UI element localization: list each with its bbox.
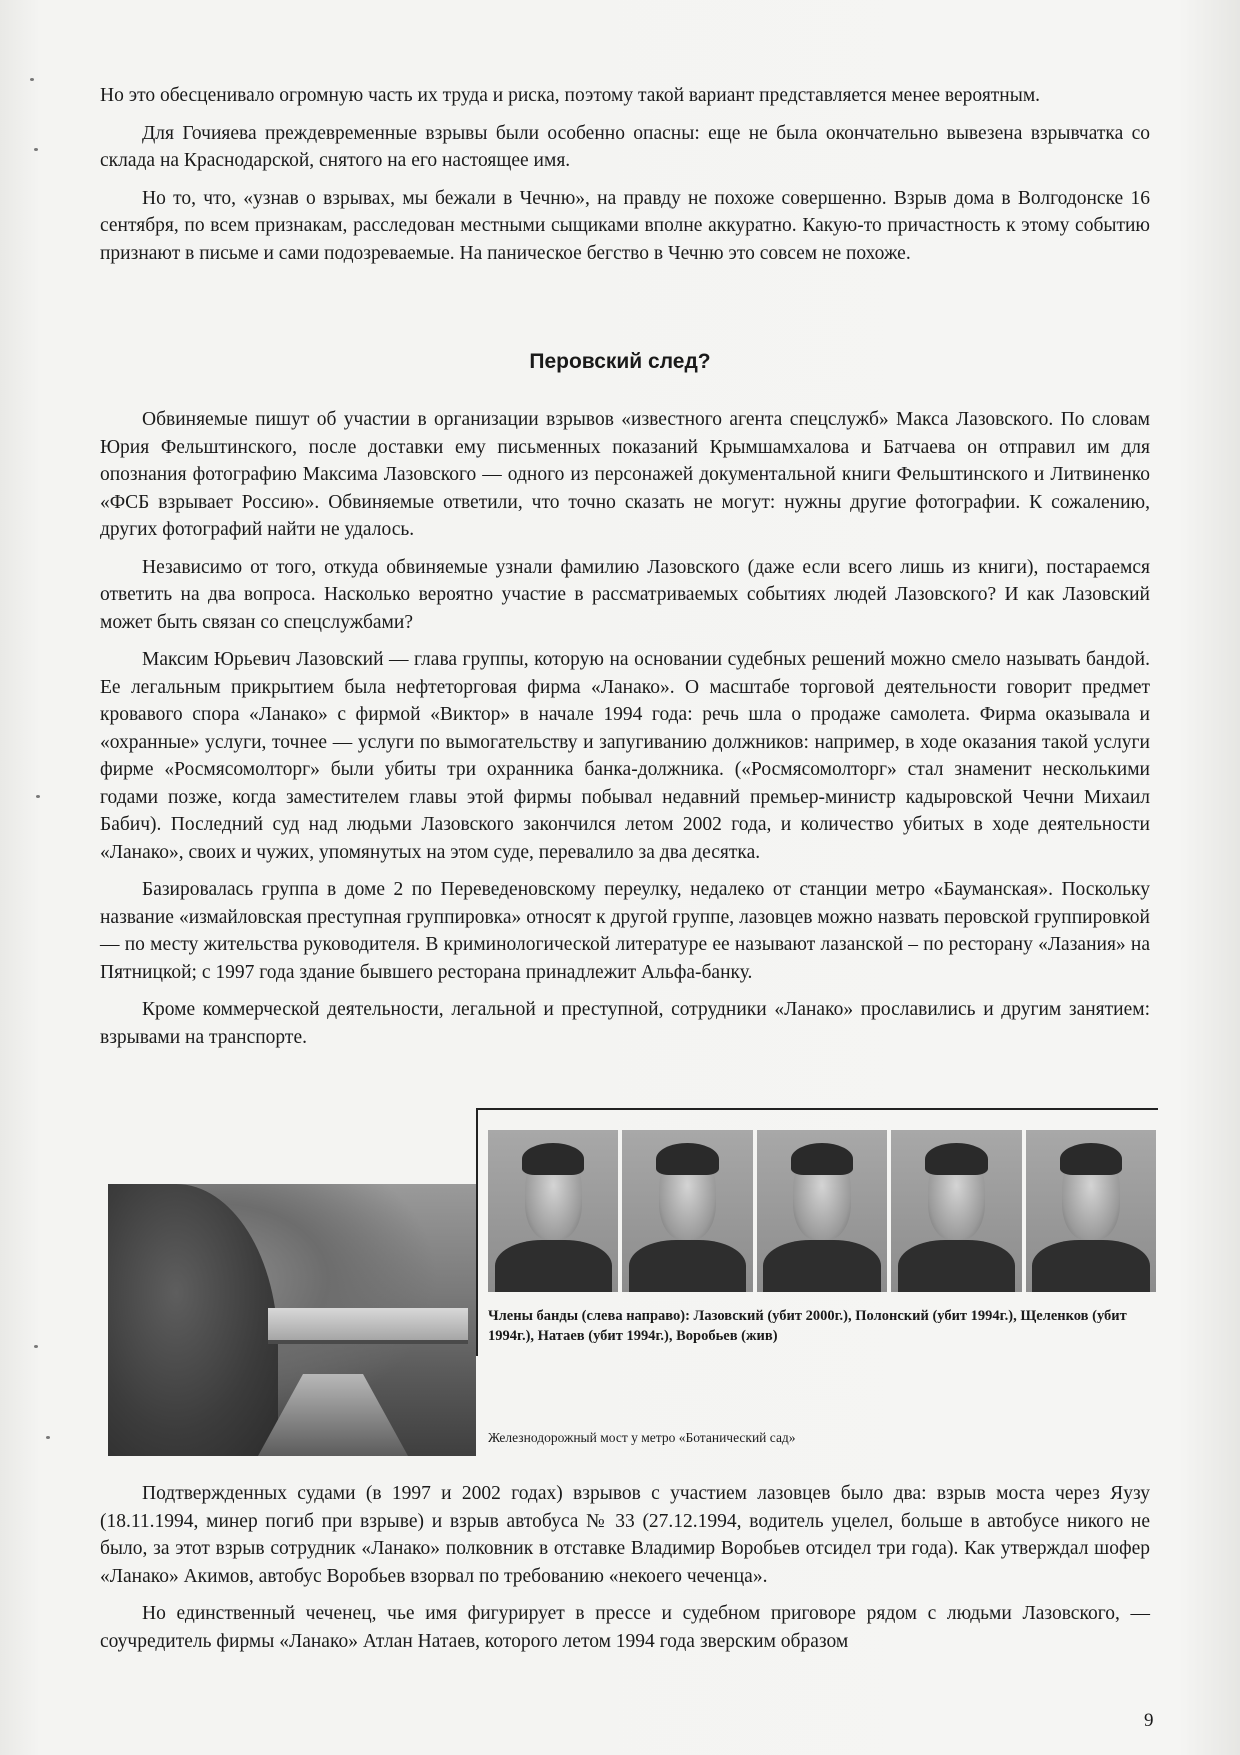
water-shape	[258, 1374, 408, 1456]
scan-speck	[46, 1436, 50, 1439]
paragraph: Для Гочияева преждевременные взрывы были особенно опасны: еще не была окончательно вывезена взрывчатка со склада на Краснодарской, снятого на его настоящее имя.	[100, 122, 1150, 171]
paragraph: Но то, что, «узнав о взрывах, мы бежали в Чечню», на правду не похоже совершенно. Взрыв дома в Волгодонске 16 сентября, по всем признакам, расследован местными сыщиками вполне аккуратно. Какую-то причастность к этому событию признают в письме и сами подозреваемые. На паническое бегство в Чечню это совсем не похоже.	[100, 187, 1150, 264]
bridge-shape	[268, 1308, 468, 1344]
scan-speck	[34, 1345, 38, 1348]
paragraph: Максим Юрьевич Лазовский — глава группы, которую на основании судебных решений можно смело называть бандой. Ее легальным прикрытием была нефтеторговая фирма «Ланако». О масштабе торговой деятельности говорит предмет кровавого спора «Ланако» с фирмой «Виктор» в начале 1994 года: речь шла о продаже самолета. Фирма оказывала и «охранные» услуги, точнее — услуги по вымогательству и запугиванию должников: например, в ходе оказания такой услуги фирме «Росмясомолторг» были убиты три охранника банка-должника. («Росмясомолторг» стал знаменит несколькими годами позже, когда заместителем главы этой фирмы побывал недавний премьер-министр кадыровской Чечни Михаил Бабич). Последний суд над людьми Лазовского закончился летом 2002 года, и количество убитых в ходе деятельности «Ланако», своих и чужих, упомянутых на этом суде, перевалило за два десятка.	[100, 649, 1150, 863]
bottom-text-block	[100, 1480, 1150, 1665]
scan-speck	[36, 795, 40, 798]
mugshot-row	[488, 1130, 1156, 1292]
middle-text-block	[100, 406, 1150, 1061]
figure-frame-horizontal	[476, 1108, 1158, 1110]
mugshot-photo	[891, 1130, 1021, 1292]
paragraph: Независимо от того, откуда обвиняемые узнали фамилию Лазовского (даже если всего лишь из книги), постараемся ответить на два вопроса. Насколько вероятно участие в рассматриваемых событиях людей Лазовского? И как Лазовский может быть связан со спецслужбами?	[100, 556, 1150, 633]
paragraph: Обвиняемые пишут об участии в организации взрывов «известного агента спецслужб» Макса Лазовского. По словам Юрия Фельштинского, после доставки ему письменных показаний Крымшамхалова и Батчаева он отправил им для опознания фотографию Максима Лазовского — одного из персонажей документальной книги Фельштинского и Литвиненко «ФСБ взрывает Россию». Обвиняемые ответили, что точно сказать не могут: нужны другие фотографии. К сожалению, других фотографий найти не удалось.	[100, 409, 1150, 540]
bridge-caption: Железнодорожный мост у метро «Ботанический сад»	[488, 1430, 796, 1445]
paragraph: Но единственный чеченец, чье имя фигурирует в прессе и судебном приговоре рядом с людьми Лазовского, — соучредитель фирмы «Ланако» Атлан Натаев, которого летом 1994 года зверским образом	[100, 1603, 1150, 1652]
paragraph: Но это обесценивало огромную часть их труда и риска, поэтому такой вариант представляется менее вероятным.	[100, 85, 1041, 106]
figure-area	[108, 1108, 1158, 1463]
scan-speck	[30, 78, 34, 81]
section-heading: Перовский след?	[529, 350, 711, 373]
mugshot-caption: Члены банды (слева направо): Лазовский (убит 2000г.), Полонский (убит 1994г.), Щеленков (убит 1994г.), Натаев (убит 1994г.), Воробьев (жив)	[488, 1308, 1127, 1344]
mugshot-photo	[488, 1130, 618, 1292]
page-number: 9	[1144, 1710, 1154, 1731]
figure-frame-vertical	[476, 1108, 478, 1356]
paragraph: Базировалась группа в доме 2 по Переведеновскому переулку, недалеко от станции метро «Бауманская». Поскольку название «измайловская преступная группировка» относят к другой группе, лазовцев можно назвать перовской группировкой — по месту жительства руководителя. В криминологической литературе ее называют лазанской – по ресторану «Лазания» на Пятницкой; с 1997 года здание бывшего ресторана принадлежит Альфа-банку.	[100, 879, 1150, 983]
paragraph: Кроме коммерческой деятельности, легальной и преступной, сотрудники «Ланако» прославились и другим занятием: взрывами на транспорте.	[100, 999, 1150, 1048]
mugshot-photo	[1026, 1130, 1156, 1292]
bridge-photo	[108, 1184, 476, 1456]
trees-shape	[108, 1184, 278, 1456]
mugshot-photo	[757, 1130, 887, 1292]
scan-speck	[34, 148, 38, 151]
mugshot-photo	[622, 1130, 752, 1292]
paragraph: Подтвержденных судами (в 1997 и 2002 годах) взрывов с участием лазовцев было два: взрыв моста через Яузу (18.11.1994, минер погиб при взрыве) и взрыв автобуса № 33 (27.12.1994, водитель уцелел, больше в автобусе никого не было, за этот взрыв сотрудник «Ланако» полковник в отставке Владимир Воробьев отсидел три года). Как утверждал шофер «Ланако» Акимов, автобус Воробьев взорвал по требованию «некоего чеченца».	[100, 1483, 1150, 1587]
top-text-block	[100, 82, 1150, 277]
